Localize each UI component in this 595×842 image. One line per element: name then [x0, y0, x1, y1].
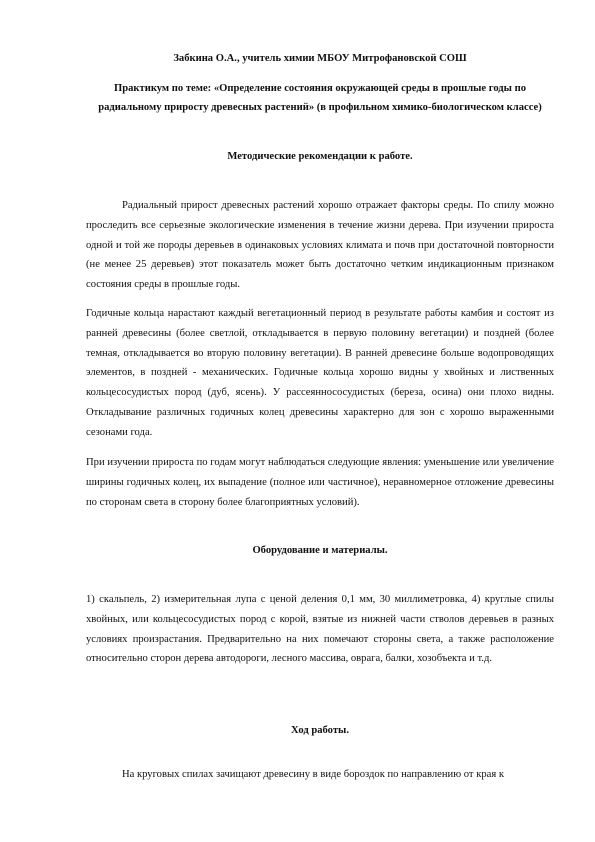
author-line: Забкина О.А., учитель химии МБОУ Митрофановской СОШ	[173, 53, 467, 64]
document-title: Практикум по теме: «Определение состояния окружающей среды в прошлые годы по радиальному приросту древесных растений» (в профильном химико-биологическом классе)	[98, 83, 542, 113]
heading-procedure: Ход работы.	[291, 725, 349, 736]
paragraph-3: При изучении прироста по годам могут наблюдаться следующие явления: уменьшение или увеличение ширины годичных колец, их выпадение (полное или частичное), неравномерное отложение древесины по сторонам света в сторону более благоприятных условий).	[86, 457, 554, 508]
paragraph-procedure: На круговых спилах зачищают древесину в виде бороздок по направлению от края к	[122, 769, 505, 780]
heading-equipment: Оборудование и материалы.	[252, 545, 388, 556]
paragraph-2: Годичные кольца нарастают каждый вегетационный период в результате работы камбия и состоят из ранней древесины (более светлой, откладывается в первую половину вегетации) и поздней (более темная, откладывается во вторую половину вегетации). В ранней древесине больше водопроводящих элементов, в поздней - механических. Годичные кольца хорошо видны у хвойных и лиственных кольцесосудистых пород (дуб, ясень). У рассеяннососудистых (береза, осина) они плохо видны. Откладывание различных годичных колец древесины характерно для зон с хорошо выраженными сезонами года.	[86, 308, 554, 438]
paragraph-1: Радиальный прирост древесных растений хорошо отражает факторы среды. По спилу можно проследить все серьезные экологические изменения в течение жизни дерева. При изучении прироста одной и той же породы деревьев в одинаковых условиях климата и почв при достаточной повторности (не менее 25 деревьев) этот показатель может быть достаточно четким индикационным признаком состояния среды в прошлые годы.	[86, 200, 554, 291]
heading-recommendations: Методические рекомендации к работе.	[227, 151, 413, 162]
paragraph-equipment: 1) скальпель, 2) измерительная лупа с ценой деления 0,1 мм, 30 миллиметровка, 4) круглые спилы хвойных, или кольцесосудистых пород с корой, взятые из нижней части стволов деревьев в разных условиях произрастания. Предварительно на них помечают стороны света, а также расположение относительно сторон дерева автодороги, лесного массива, оврага, балки, хозобъекта и т.д.	[86, 594, 554, 665]
